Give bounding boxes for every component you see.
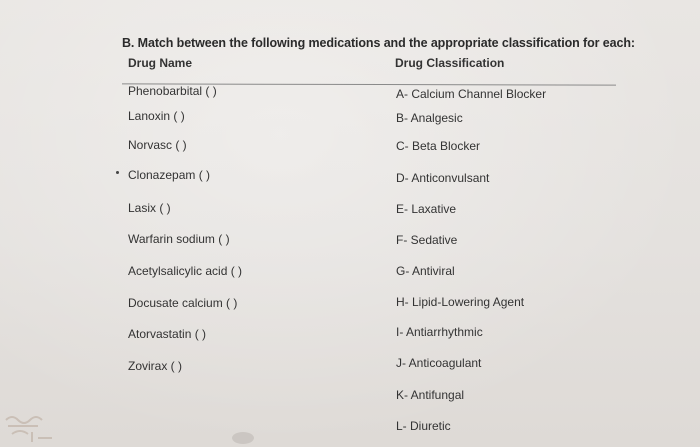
classification-item-b: B- Analgesic <box>396 111 463 125</box>
drug-item-docusate-calcium: Docusate calcium ( ) <box>128 296 238 310</box>
classification-item-c: C- Beta Blocker <box>396 139 481 153</box>
drug-item-zovirax: Zovirax ( ) <box>128 359 182 373</box>
classification-item-f: F- Sedative <box>396 233 458 247</box>
question-heading: B. Match between the following medications and the appropriate classification for each: <box>122 36 635 50</box>
drug-item-clonazepam: Clonazepam ( ) <box>128 168 211 182</box>
classification-item-j: J- Anticoagulant <box>396 356 482 370</box>
classification-item-i: I- Antiarrhythmic <box>396 325 483 339</box>
classification-item-d: D- Anticonvulsant <box>396 171 490 185</box>
classification-item-g: G- Antiviral <box>396 264 455 278</box>
watermark-logo <box>2 412 60 446</box>
drug-item-lanoxin: Lanoxin ( ) <box>128 109 185 123</box>
classification-item-h: H- Lipid-Lowering Agent <box>396 295 525 309</box>
drug-classification-column-header: Drug Classification <box>395 56 505 70</box>
classification-item-l: L- Diuretic <box>396 419 451 433</box>
drug-item-acetylsalicylic-acid: Acetylsalicylic acid ( ) <box>128 264 243 278</box>
paper-smudge <box>232 432 254 444</box>
classification-item-a: A- Calcium Channel Blocker <box>396 87 547 101</box>
classification-item-e: E- Laxative <box>396 202 457 216</box>
drug-item-lasix: Lasix ( ) <box>128 201 171 215</box>
bullet-mark <box>116 171 119 174</box>
classification-item-k: K- Antifungal <box>396 388 465 402</box>
drug-item-phenobarbital: Phenobarbital ( ) <box>128 84 217 98</box>
drug-item-atorvastatin: Atorvastatin ( ) <box>128 327 207 341</box>
drug-name-column-header: Drug Name <box>128 56 193 70</box>
drug-item-warfarin-sodium: Warfarin sodium ( ) <box>128 232 230 246</box>
drug-item-norvasc: Norvasc ( ) <box>128 138 187 152</box>
